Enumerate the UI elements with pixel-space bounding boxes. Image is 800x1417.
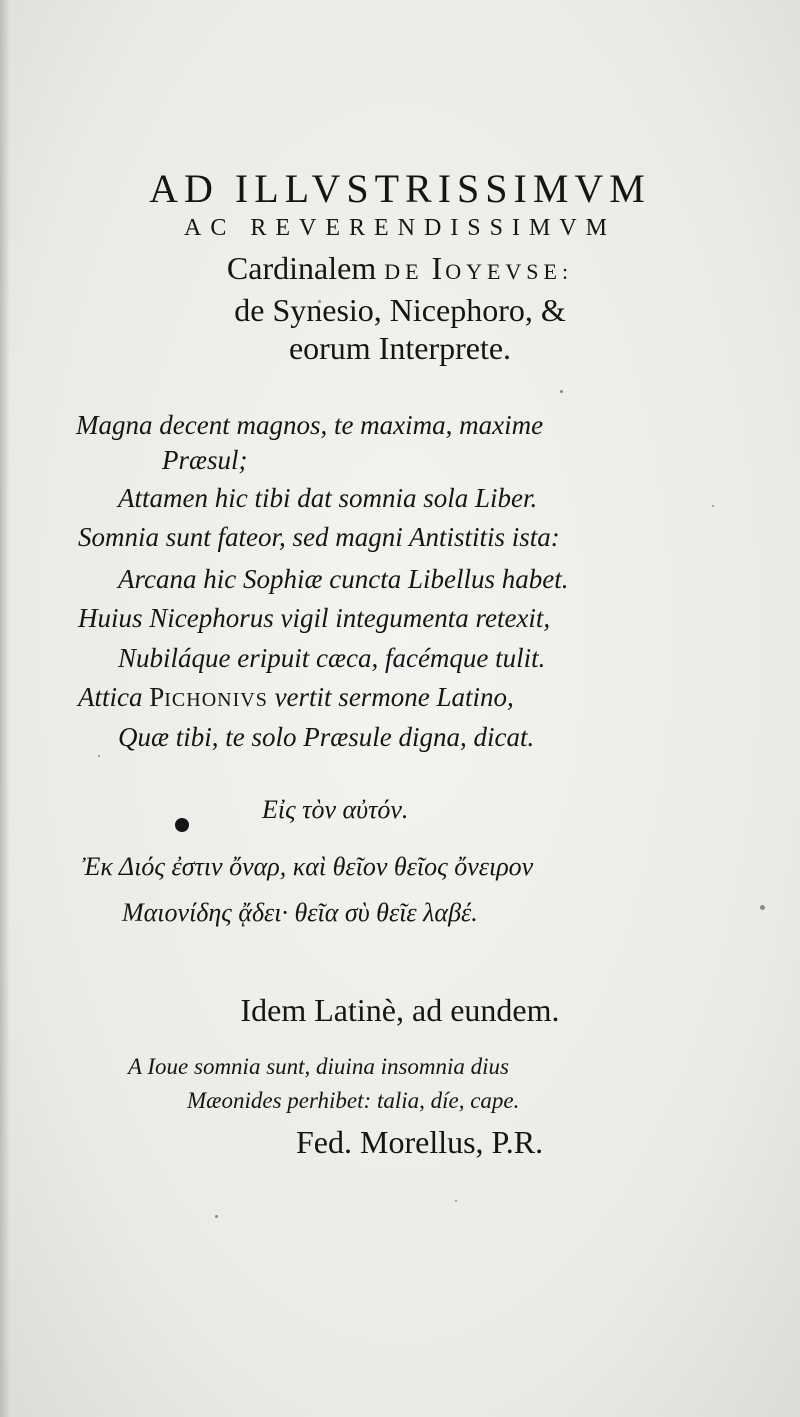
title-line-2: AC REVERENDISSIMVM bbox=[183, 215, 617, 241]
poem-line-8-part-c: ICHONIVS bbox=[164, 689, 268, 711]
paper-fleck bbox=[98, 755, 100, 757]
poem-line-9: Quæ tibi, te solo Præsule digna, dicat. bbox=[118, 722, 535, 752]
latin-line-1: A Ioue somnia sunt, diuina insomnia dius bbox=[128, 1054, 510, 1079]
title-line-1: AD ILLVSTRISSIMVM bbox=[149, 166, 651, 211]
poem-line-8 bbox=[78, 682, 514, 713]
paper-fleck bbox=[215, 1215, 218, 1218]
title-line-3-part-d: OYEVSE: bbox=[445, 259, 574, 284]
poem-line-3: Attamen hic tibi dat somnia sola Liber. bbox=[118, 483, 538, 513]
title-line-4: de Synesio, Nicephoro, & bbox=[234, 292, 566, 328]
title-line-5: eorum Interprete. bbox=[288, 330, 512, 366]
greek-line-1: Ἐκ Διός ἐστιν ὄναρ, καὶ θεῖον θεῖος ὄνειρον bbox=[82, 852, 534, 881]
poem-line-8-part-d: vertit sermone Latino, bbox=[267, 682, 514, 712]
greek-line-2: Μαιονίδης ᾄδει· θεῖα σὺ θεῖε λαβέ. bbox=[122, 898, 478, 927]
latin-heading: Idem Latinè, ad eundem. bbox=[240, 992, 560, 1028]
poem-line-7: Nubiláque eripuit cæca, facémque tulit. bbox=[118, 643, 546, 673]
page-edge-shadow bbox=[0, 0, 10, 1417]
poem-line-2: Præsul; bbox=[162, 445, 248, 475]
poem-line-5: Arcana hic Sophiæ cuncta Libellus habet. bbox=[118, 564, 569, 594]
title-line-3-part-a: Cardinalem bbox=[226, 250, 385, 286]
paper-fleck bbox=[560, 390, 563, 393]
poem-line-1: Magna decent magnos, te maxima, maxime bbox=[76, 410, 544, 440]
title-line-3-part-c: I bbox=[431, 250, 446, 286]
greek-heading: Εἰς τὸν αὐτόν. bbox=[262, 795, 409, 824]
poem-line-8-part-b: P bbox=[149, 682, 165, 712]
paper-fleck bbox=[455, 1200, 457, 1202]
bullet-dot bbox=[175, 818, 189, 832]
signature: Fed. Morellus, P.R. bbox=[296, 1124, 544, 1160]
title-line-3 bbox=[0, 250, 800, 287]
poem-line-8-part-a: Attica bbox=[78, 682, 150, 712]
poem-line-8-name bbox=[149, 682, 268, 712]
paper-fleck bbox=[760, 905, 765, 910]
paper-fleck bbox=[712, 505, 714, 507]
title-line-3-part-b: DE bbox=[384, 259, 424, 284]
poem-line-4: Somnia sunt fateor, sed magni Antistitis ista: bbox=[78, 522, 560, 552]
latin-line-2: Mæonides perhibet: talia, díe, cape. bbox=[187, 1088, 520, 1113]
poem-line-6: Huius Nicephorus vigil integumenta retexit, bbox=[78, 603, 551, 633]
